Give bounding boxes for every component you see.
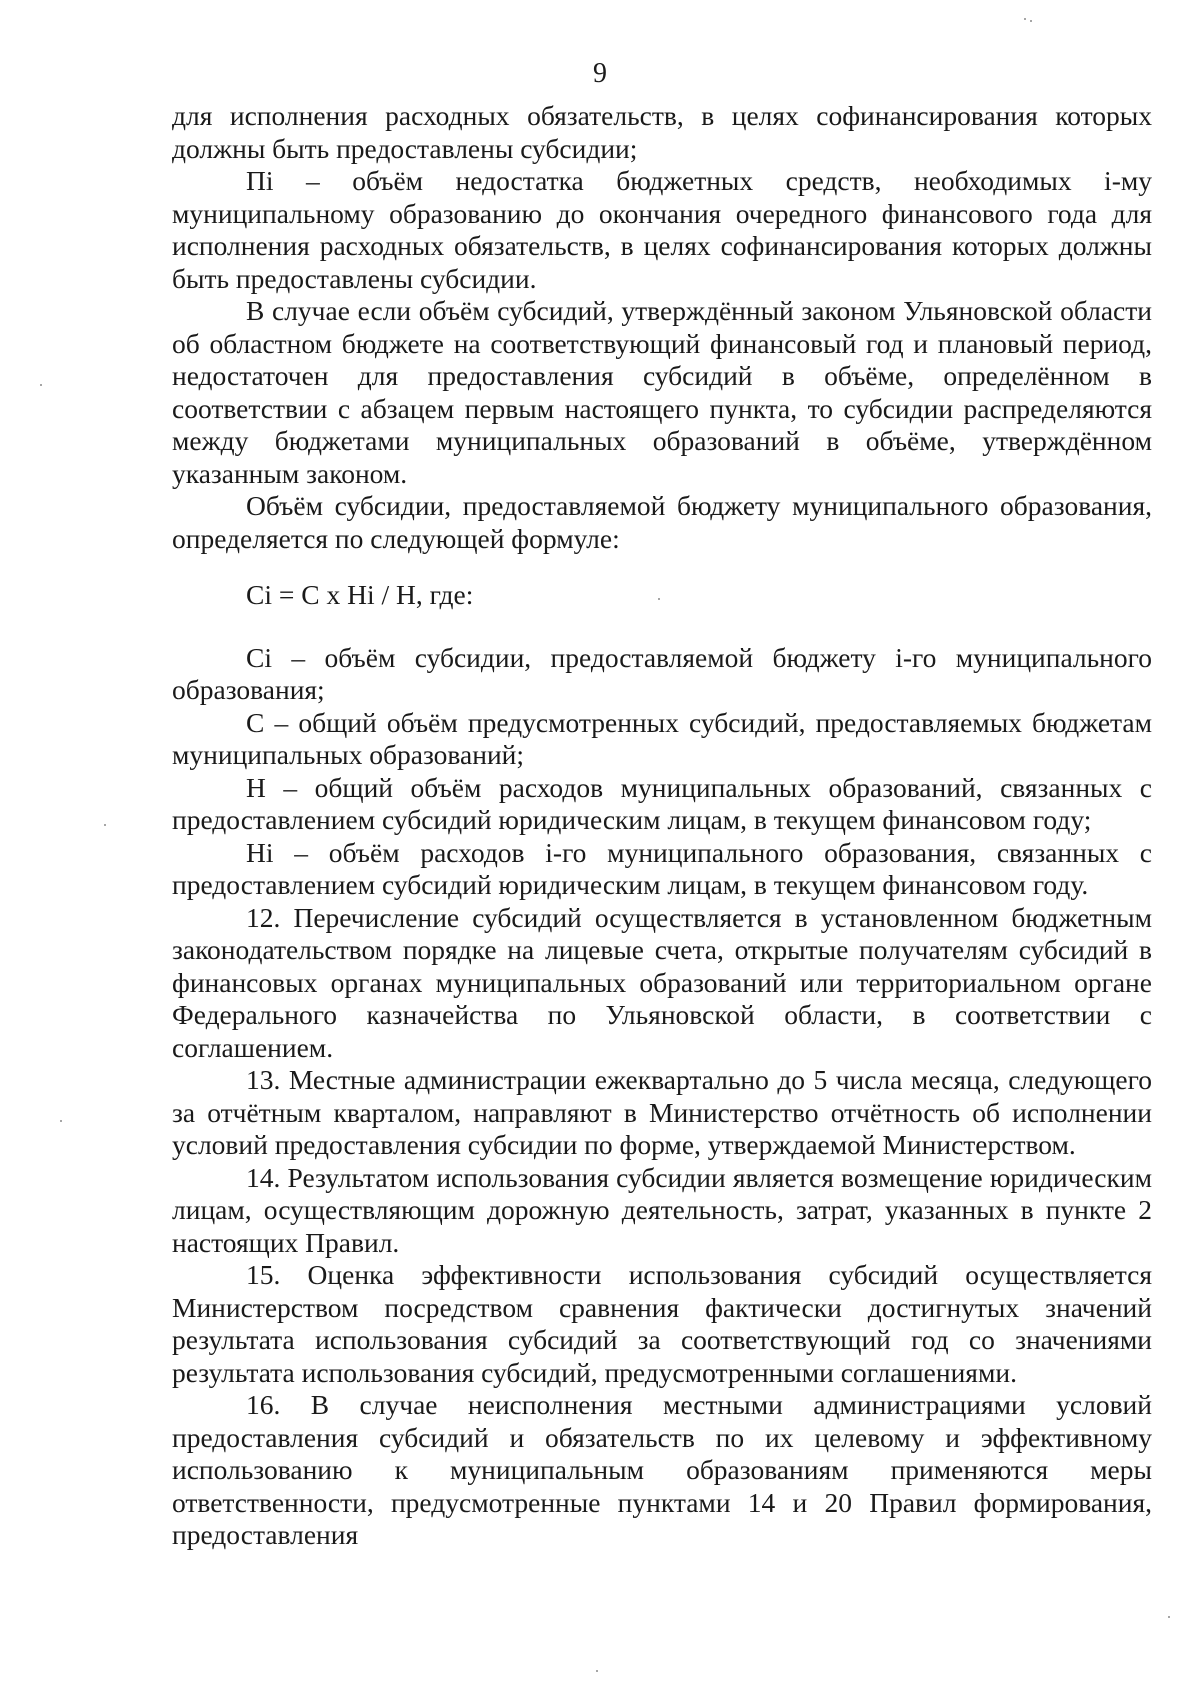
paragraph-distribution: В случае если объём субсидий, утверждённый законом Ульяновской области об областном бюджете на соответствующий финансовый год и плановый период, недостаточен для предоставления субсидий в объёме, определённом в соответствии с абзацем первым настоящего пункта, то субсидии распределяются между бюджетами муниципальных образований в объёме, утверждённом указанным законом. xyxy=(172,295,1152,489)
paragraph-item-15: 15. Оценка эффективности использования субсидий осуществляется Министерством посредством сравнения фактически достигнутых значений результата использования субсидий за соответствующий год со значениями результата использования субсидий, предусмотренными соглашениями. xyxy=(172,1259,1152,1388)
page-number: 9 xyxy=(593,58,607,89)
paragraph-pi-definition: Пi – объём недостатка бюджетных средств, необходимых i-му муниципальному образованию до окончания очередного финансового года для исполнения расходных обязательств, в целях софинансирования которых должны быть предоставлены субсидии. xyxy=(172,165,1152,294)
scan-speck xyxy=(60,1120,62,1122)
scan-speck xyxy=(1030,20,1032,22)
paragraph-continuation: для исполнения расходных обязательств, в целях софинансирования которых должны быть предоставлены субсидии; xyxy=(172,100,1152,164)
scan-speck xyxy=(596,1670,598,1672)
paragraph-n-definition: Н – общий объём расходов муниципальных образований, связанных с предоставлением субсидий юридическим лицам, в текущем финансовом году; xyxy=(172,771,1152,835)
paragraph-ni-definition: Нi – объём расходов i-го муниципального образования, связанных с предоставлением субсидий юридическим лицам, в текущем финансовом году. xyxy=(172,836,1152,900)
paragraph-c-definition: С – общий объём предусмотренных субсидий, предоставляемых бюджетам муниципальных образований; xyxy=(172,706,1152,770)
document-body xyxy=(172,100,1152,1552)
paragraph-item-14: 14. Результатом использования субсидии является возмещение юридическим лицам, осуществляющим дорожную деятельность, затрат, указанных в пункте 2 настоящих Правил. xyxy=(172,1161,1152,1258)
scan-speck xyxy=(658,598,660,600)
scan-speck xyxy=(1168,1616,1170,1618)
paragraph-item-12: 12. Перечисление субсидий осуществляется в установленном бюджетным законодательством порядке на лицевые счета, открытые получателям субсидий в финансовых органах муниципальных образований или территориальном органе Федерального казначейства по Ульяновской области, в соответствии с соглашением. xyxy=(172,901,1152,1063)
paragraph-item-13: 13. Местные администрации ежеквартально до 5 числа месяца, следующего за отчётным кварталом, направляют в Министерство отчётность об исполнении условий предоставления субсидии по форме, утверждаемой Министерством. xyxy=(172,1064,1152,1160)
scan-speck xyxy=(104,824,106,826)
paragraph-formula-intro: Объём субсидии, предоставляемой бюджету муниципального образования, определяется по следующей формуле: xyxy=(172,490,1152,554)
scan-speck xyxy=(40,384,42,386)
paragraph-item-16: 16. В случае неисполнения местными администрациями условий предоставления субсидий и обязательств по их целевому и эффективному использованию к муниципальным образованиям применяются меры ответственности, предусмотренные пунктами 14 и 20 Правил формирования, предоставления xyxy=(172,1389,1152,1550)
scan-speck xyxy=(1024,18,1026,20)
formula: Сi = С x Нi / Н, где: xyxy=(246,579,474,610)
paragraph-ci-definition: Сi – объём субсидии, предоставляемой бюджету i-го муниципального образования; xyxy=(172,641,1152,705)
